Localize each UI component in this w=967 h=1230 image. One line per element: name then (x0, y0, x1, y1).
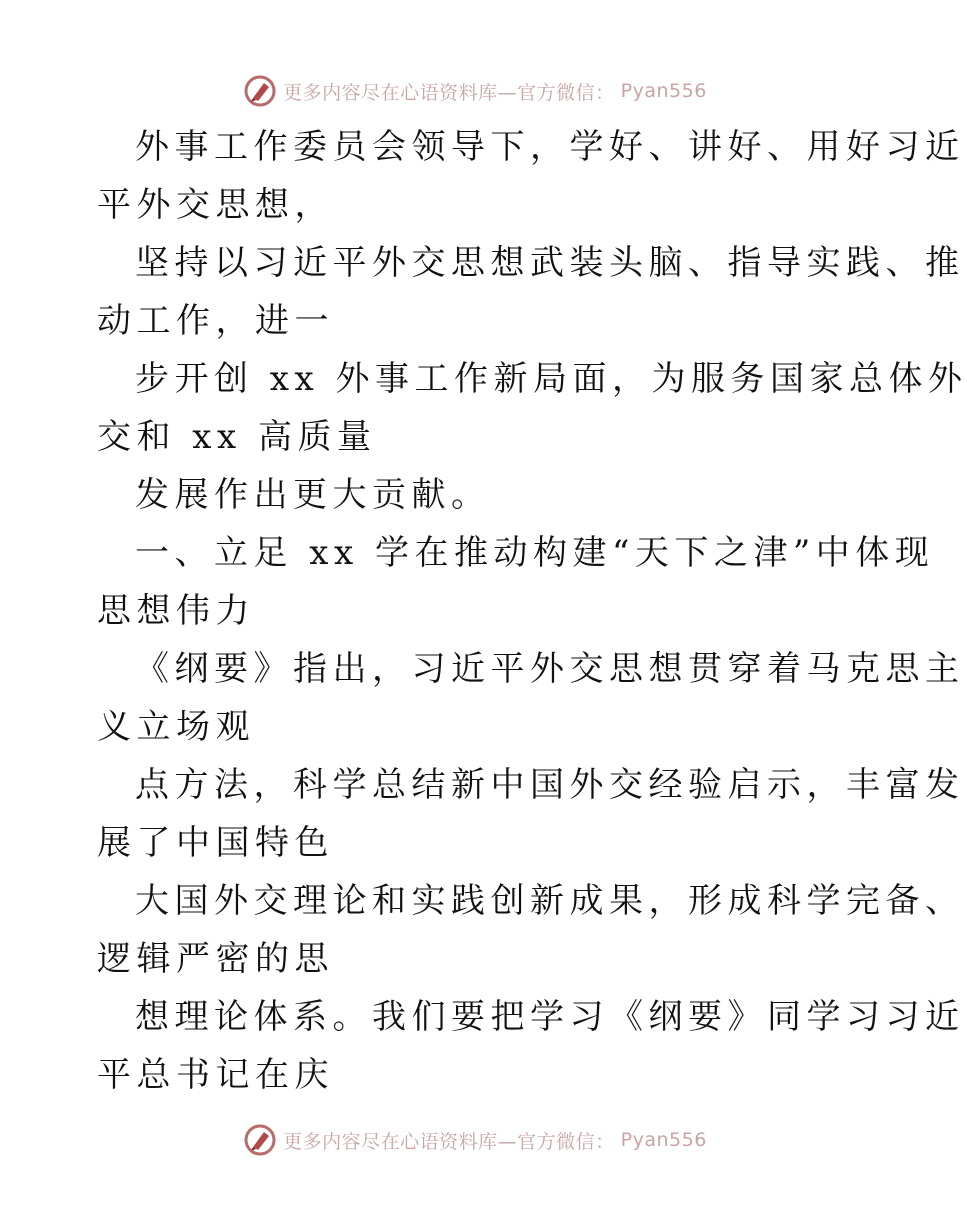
document-body (97, 118, 967, 1104)
text-line: 义立场观 (97, 707, 255, 747)
pen-nib-seal-icon (243, 1123, 277, 1157)
watermark-wechat-id: Pyan556 (620, 1129, 707, 1151)
text-line: 平总书记在庆 (97, 1055, 334, 1095)
text-line: 平外交思想， (97, 185, 334, 225)
watermark-text: 更多内容尽在心语资料库—官方微信： (283, 1130, 615, 1153)
text-line: 步开创 xx 外事工作新局面，为服务国家总体外 (135, 359, 967, 399)
text-line: 外事工作委员会领导下，学好、讲好、用好习近 (135, 127, 965, 167)
text-line: 想理论体系。我们要把学习《纲要》同学习习近 (135, 997, 965, 1037)
text-line: 《纲要》指出，习近平外交思想贯穿着马克思主 (135, 649, 965, 689)
pen-nib-seal-icon (243, 74, 277, 108)
text-line: 大国外交理论和实践创新成果，形成科学完备、 (135, 881, 965, 921)
section-heading-line: 思想伟力 (97, 591, 255, 631)
header-watermark (0, 71, 950, 111)
watermark-text: 更多内容尽在心语资料库—官方微信： (283, 81, 615, 104)
text-line: 逻辑严密的思 (97, 939, 334, 979)
text-line: 展了中国特色 (97, 823, 334, 863)
text-line: 发展作出更大贡献。 (135, 475, 491, 515)
text-line: 坚持以习近平外交思想武装头脑、指导实践、推 (135, 243, 965, 283)
footer-watermark (0, 1120, 950, 1160)
section-heading-line: 一、立足 xx 学在推动构建“天下之津”中体现 (135, 533, 935, 573)
text-line: 点方法，科学总结新中国外交经验启示，丰富发 (135, 765, 965, 805)
text-line: 动工作，进一 (97, 301, 334, 341)
watermark-wechat-id: Pyan556 (620, 80, 707, 102)
text-line: 交和 xx 高质量 (97, 417, 377, 457)
